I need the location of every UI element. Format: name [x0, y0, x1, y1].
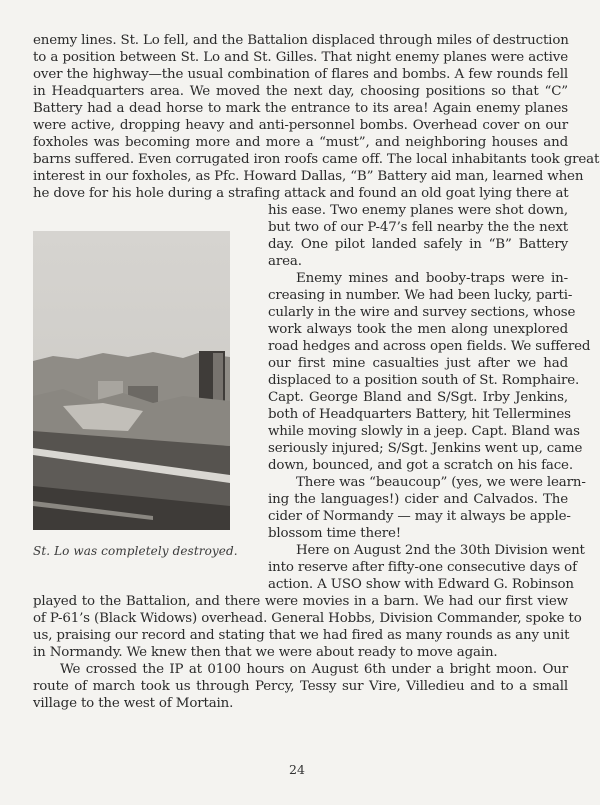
page-number: 24	[289, 762, 305, 777]
text-line: We crossed the IP at 0100 hours on August 6th under a bright moon. Our	[60, 662, 568, 677]
text-line: to a position between St. Lo and St. Gilles. That night enemy planes were active	[33, 50, 568, 65]
text-line: area.	[268, 254, 302, 269]
text-line: work always took the men along unexplored	[268, 322, 568, 337]
text-line: both of Headquarters Battery, hit Tellermines	[268, 407, 571, 422]
text-line: enemy lines. St. Lo fell, and the Battalion displaced through miles of destruction	[33, 33, 569, 48]
text-line: cider of Normandy — may it always be apple-	[268, 509, 571, 524]
text-line: cularly in the wire and survey sections, whose	[268, 305, 576, 320]
text-line: village to the west of Mortain.	[33, 696, 234, 711]
text-line: displaced to a position south of St. Romphaire.	[268, 373, 580, 388]
text-line: road hedges and across open fields. We suffered	[268, 339, 591, 354]
text-line: Enemy mines and booby-traps were in-	[296, 271, 568, 286]
text-line: action. A USO show with Edward G. Robinson	[268, 577, 574, 592]
text-line: Battery had a dead horse to mark the entrance to its area! Again enemy planes	[33, 101, 568, 116]
text-line: but two of our P-47’s fell nearby the the next	[268, 220, 568, 235]
photo-image	[33, 231, 230, 530]
text-line: into reserve after fifty-one consecutive days of	[268, 560, 577, 575]
text-line: ing the languages!) cider and Calvados. The	[268, 492, 568, 507]
ruined-town-photo	[33, 231, 230, 530]
text-line: over the highway—the usual combination of flares and bombs. A few rounds fell	[33, 67, 568, 82]
text-line: in Normandy. We knew then that we were about ready to move again.	[33, 645, 498, 660]
text-line: our first mine casualties just after we had	[268, 356, 568, 371]
text-line: were active, dropping heavy and anti-personnel bombs. Overhead cover on our	[33, 118, 568, 133]
text-line: There was “beaucoup” (yes, we were learn-	[296, 475, 586, 490]
text-line: seriously injured; S/Sgt. Jenkins went up, came	[268, 441, 583, 456]
text-line: us, praising our record and stating that we had fired as many rounds as any unit	[33, 628, 570, 643]
text-line: barns suffered. Even corrugated iron roofs came off. The local inhabitants took great	[33, 152, 600, 167]
text-line: interest in our foxholes, as Pfc. Howard Dallas, “B” Battery aid man, learned when	[33, 169, 584, 184]
text-line: of P-61’s (Black Widows) overhead. General Hobbs, Division Commander, spoke to	[33, 611, 582, 626]
photo-caption: St. Lo was completely destroyed.	[33, 544, 238, 558]
text-line: Here on August 2nd the 30th Division went	[296, 543, 585, 558]
text-line: he dove for his hole during a strafing attack and found an old goat lying there at	[33, 186, 569, 201]
text-line: blossom time there!	[268, 526, 402, 541]
text-line: in Headquarters area. We moved the next day, choosing positions so that “C”	[33, 84, 568, 99]
text-line: while moving slowly in a jeep. Capt. Bland was	[268, 424, 580, 439]
text-line: played to the Battalion, and there were movies in a barn. We had our first view	[33, 594, 568, 609]
text-line: foxholes was becoming more and more a “must”, and neighboring houses and	[33, 135, 568, 150]
text-line: his ease. Two enemy planes were shot down,	[268, 203, 568, 218]
text-line: creasing in number. We had been lucky, parti-	[268, 288, 573, 303]
text-line: Capt. George Bland and S/Sgt. Irby Jenkins,	[268, 390, 568, 405]
text-line: route of march took us through Percy, Tessy sur Vire, Villedieu and to a small	[33, 679, 568, 694]
text-line: day. One pilot landed safely in “B” Battery	[268, 237, 568, 252]
text-line: down, bounced, and got a scratch on his face.	[268, 458, 573, 473]
